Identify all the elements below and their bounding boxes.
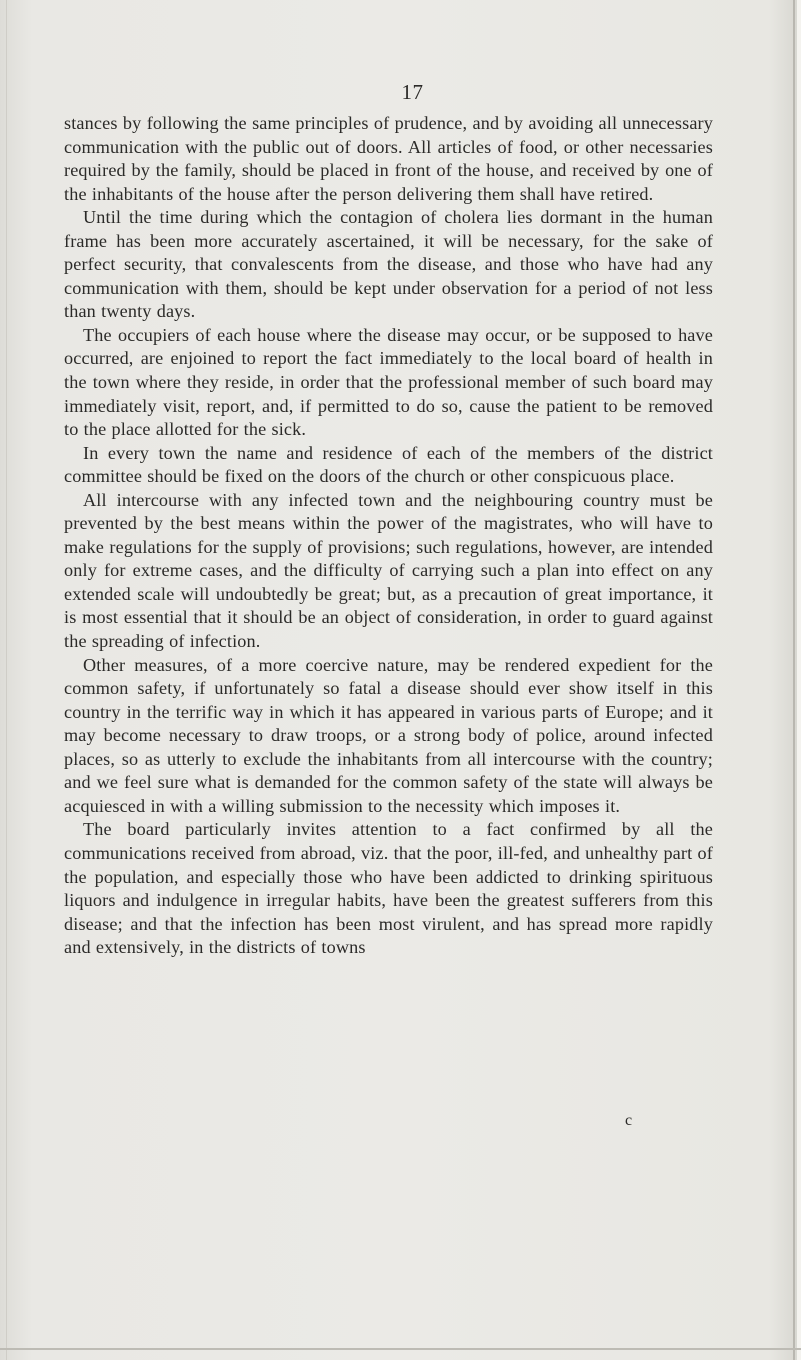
paragraph-7: The board particularly invites attention to a fact confirmed by all the communications received from abroad, viz. that the poor, ill-fed, and unhealthy part of the population, and especially those who have been addicted to drinking spirituous liquors and indulgence in irregular habits, have been the greatest sufferers from this disease; and that the infection has been most virulent, and has spread more rapidly and extensively, in the districts of towns bbox=[64, 819, 713, 958]
paragraph-5: All intercourse with any infected town and the neighbouring country must be prevented by the best means within the power of the magistrates, who will have to make regulations for the supply of provisions; such regulations, however, are intended only for extreme cases, and the difficulty of carrying such a plan into effect on any extended scale will undoubtedly be great; but, as a precaution of great importance, it is most essential that it should be an object of consideration, in order to guard against the spreading of infection. bbox=[64, 489, 713, 652]
page-body bbox=[64, 112, 713, 960]
paragraph-4: In every town the name and residence of each of the members of the district committee should be fixed on the doors of the church or other conspicuous place. bbox=[64, 442, 713, 487]
paragraph-6: Other measures, of a more coercive nature, may be rendered expedient for the common safety, if unfortunately so fatal a disease should ever show itself in this country in the terrific way in which it has appeared in various parts of Europe; and it may become necessary to draw troops, or a strong body of police, around infected places, so as utterly to exclude the inhabitants from all intercourse with the country; and we feel sure what is demanded for the common safety of the state will always be acquiesced in with a willing submission to the necessity which imposes it. bbox=[64, 654, 713, 816]
page-left-edge bbox=[6, 0, 7, 1360]
paragraph-1: stances by following the same principles of prudence, and by avoiding all unnecessary communication with the public out of doors. All articles of food, or other necessaries required by the family, should be placed in front of the house, and received by one of the inhabitants of the house after the person delivering them shall have retired. bbox=[64, 113, 713, 204]
page-right-margin bbox=[797, 0, 801, 1360]
paragraph-3: The occupiers of each house where the disease may occur, or be supposed to have occurred, are enjoined to report the fact immediately to the local board of health in the town where they reside, in order that the professional member of such board may immediately visit, report, and, if permitted to do so, cause the patient to be removed to the place allotted for the sick. bbox=[64, 324, 713, 440]
signature-mark: c bbox=[625, 1112, 633, 1129]
page-right-edge bbox=[793, 0, 795, 1360]
paragraph-2: Until the time during which the contagion of cholera lies dormant in the human frame has been more accurately ascertained, it will be necessary, for the sake of perfect security, that convalescents from the disease, and those who have had any communication with them, should be kept under observation for a period of not less than twenty days. bbox=[64, 207, 713, 322]
page-bottom-edge bbox=[0, 1348, 801, 1350]
page-number: 17 bbox=[401, 80, 424, 104]
